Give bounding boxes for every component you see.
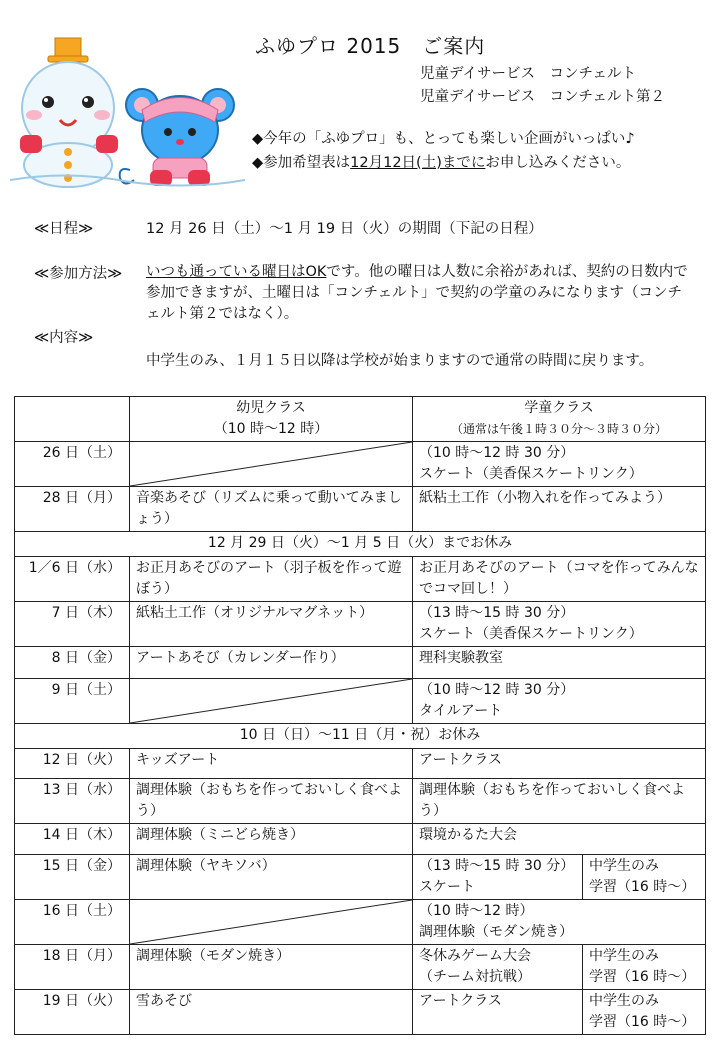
school-cell bbox=[413, 945, 583, 990]
notice-prefix: ◆参加希望表は bbox=[252, 155, 351, 171]
school-cell: 環境かるた大会 bbox=[413, 824, 706, 855]
table-row bbox=[15, 900, 706, 945]
date-cell: 13 日（水） bbox=[15, 779, 130, 824]
infant-class-time: （10 時～12 時） bbox=[213, 421, 329, 437]
infant-cell: 調理体験（ヤキソバ） bbox=[130, 855, 413, 900]
table-row bbox=[15, 602, 706, 647]
date-cell: 19 日（火） bbox=[15, 990, 130, 1035]
junior-high-cell bbox=[583, 945, 706, 990]
school-class-label: 学童クラス bbox=[524, 400, 594, 416]
school-cell: 調理体験（おもちを作っておいしく食べよう） bbox=[413, 779, 706, 824]
school-cell bbox=[413, 900, 706, 945]
junior-high-label: 中学生のみ bbox=[589, 948, 659, 964]
header-school-cell bbox=[413, 397, 706, 442]
infant-cell: 雪あそび bbox=[130, 990, 413, 1035]
school-activity: 冬休みゲーム大会 bbox=[419, 948, 531, 964]
infant-cell: アートあそび（カレンダー作り） bbox=[130, 647, 413, 679]
date-cell: 8 日（金） bbox=[15, 647, 130, 679]
junior-high-study: 学習（16 時～） bbox=[589, 1014, 696, 1030]
table-row bbox=[15, 442, 706, 487]
header-date-cell bbox=[15, 397, 130, 442]
date-cell: 15 日（金） bbox=[15, 855, 130, 900]
school-cell bbox=[413, 679, 706, 724]
snowman-mouse-illustration bbox=[10, 30, 245, 190]
empty-cell bbox=[130, 900, 413, 945]
date-cell: 26 日（土） bbox=[15, 442, 130, 487]
method-label: ≪参加方法≫ bbox=[34, 266, 123, 282]
school-time: （10 時～12 時） bbox=[419, 903, 534, 919]
junior-high-label: 中学生のみ bbox=[589, 858, 659, 874]
date-cell: 16 日（土） bbox=[15, 900, 130, 945]
organization-name-2: 児童デイサービス コンチェルト第２ bbox=[420, 89, 666, 105]
school-cell bbox=[413, 602, 706, 647]
empty-cell bbox=[130, 679, 413, 724]
schedule-table bbox=[14, 396, 706, 1035]
school-cell bbox=[413, 442, 706, 487]
infant-class-label: 幼児クラス bbox=[236, 400, 306, 416]
notice-line-1: ◆今年の「ふゆプロ」も、とっても楽しい企画がいっぱい♪ bbox=[252, 131, 635, 147]
school-cell: お正月あそびのアート（コマを作ってみんなでコマ回し！） bbox=[413, 557, 706, 602]
date-cell: 9 日（土） bbox=[15, 679, 130, 724]
school-time: （10 時～12 時 30 分） bbox=[419, 682, 575, 698]
table-row bbox=[15, 557, 706, 602]
junior-high-study: 学習（16 時～） bbox=[589, 879, 696, 895]
table-row bbox=[15, 855, 706, 900]
table-row bbox=[15, 647, 706, 679]
date-cell: 28 日（月） bbox=[15, 487, 130, 532]
infant-cell: 調理体験（モダン焼き） bbox=[130, 945, 413, 990]
school-activity: タイルアート bbox=[419, 703, 503, 719]
date-cell: 14 日（木） bbox=[15, 824, 130, 855]
method-underlined: いつも通っている曜日はOK bbox=[146, 264, 327, 280]
holiday-cell: 12 月 29 日（火）～1 月 5 日（火）までお休み bbox=[15, 532, 706, 557]
school-activity: スケート（美香保スケートリンク） bbox=[419, 466, 643, 482]
mouse-character-icon bbox=[120, 89, 234, 186]
infant-cell: キッズアート bbox=[130, 749, 413, 779]
holiday-row bbox=[15, 724, 706, 749]
table-row bbox=[15, 990, 706, 1035]
school-activity: スケート（美香保スケートリンク） bbox=[419, 626, 643, 642]
school-cell: 紙粘土工作（小物入れを作ってみよう） bbox=[413, 487, 706, 532]
school-cell bbox=[413, 855, 583, 900]
junior-high-cell bbox=[583, 855, 706, 900]
date-cell: 18 日（月） bbox=[15, 945, 130, 990]
school-cell: アートクラス bbox=[413, 990, 583, 1035]
school-cell: 理科実験教室 bbox=[413, 647, 706, 679]
table-row bbox=[15, 749, 706, 779]
school-cell: アートクラス bbox=[413, 749, 706, 779]
method-rest: です。他の曜日は人数に余裕があれば、契約の日数内で参加できますが、土曜日は「コンチェルト」で契約の学童のみになります（コンチェルト第２ではなく）。 bbox=[146, 264, 688, 322]
table-row bbox=[15, 679, 706, 724]
junior-high-cell bbox=[583, 990, 706, 1035]
schedule-label: ≪日程≫ bbox=[34, 221, 94, 237]
deadline-date: 12月12日(土)までに bbox=[350, 155, 486, 171]
schedule-text: 12 月 26 日（土）～1 月 19 日（火）の期間（下記の日程） bbox=[146, 221, 543, 237]
date-cell: 12 日（火） bbox=[15, 749, 130, 779]
school-activity: スケート bbox=[419, 879, 475, 895]
junior-high-label: 中学生のみ bbox=[589, 993, 659, 1009]
school-activity-detail: （チーム対抗戦） bbox=[419, 969, 531, 985]
junior-high-study: 学習（16 時～） bbox=[589, 969, 696, 985]
notice-suffix: お申し込みください。 bbox=[485, 155, 631, 171]
content-text: 中学生のみ、１月１５日以降は学校が始まりますので通常の時間に戻ります。 bbox=[146, 353, 654, 369]
table-row bbox=[15, 487, 706, 532]
infant-cell: 紙粘土工作（オリジナルマグネット） bbox=[130, 602, 413, 647]
infant-cell: お正月あそびのアート（羽子板を作って遊ぼう） bbox=[130, 557, 413, 602]
header-infant-cell bbox=[130, 397, 413, 442]
school-time: （13 時～15 時 30 分） bbox=[419, 605, 575, 621]
school-class-time: （通常は午後１時３０分～３時３０分） bbox=[451, 422, 668, 436]
school-time: （13 時～15 時 30 分） bbox=[419, 858, 575, 874]
table-row bbox=[15, 824, 706, 855]
infant-cell: 音楽あそび（リズムに乗って動いてみましょう） bbox=[130, 487, 413, 532]
holiday-row bbox=[15, 532, 706, 557]
content-label: ≪内容≫ bbox=[34, 330, 94, 346]
page-title: ふゆプロ 2015 ご案内 bbox=[255, 34, 486, 58]
organization-name-1: 児童デイサービス コンチェルト bbox=[420, 66, 637, 82]
empty-cell bbox=[130, 442, 413, 487]
school-activity: 調理体験（モダン焼き） bbox=[419, 924, 574, 940]
notice-line-2 bbox=[252, 151, 630, 172]
school-time: （10 時～12 時 30 分） bbox=[419, 445, 575, 461]
table-row bbox=[15, 779, 706, 824]
snowman-icon bbox=[20, 38, 118, 187]
method-text bbox=[146, 262, 696, 325]
date-cell: 1／6 日（水） bbox=[15, 557, 130, 602]
date-cell: 7 日（木） bbox=[15, 602, 130, 647]
infant-cell: 調理体験（ミニどら焼き） bbox=[130, 824, 413, 855]
holiday-cell: 10 日（日）～11 日（月・祝）お休み bbox=[15, 724, 706, 749]
table-header-row bbox=[15, 397, 706, 442]
table-row bbox=[15, 945, 706, 990]
infant-cell: 調理体験（おもちを作っておいしく食べよう） bbox=[130, 779, 413, 824]
